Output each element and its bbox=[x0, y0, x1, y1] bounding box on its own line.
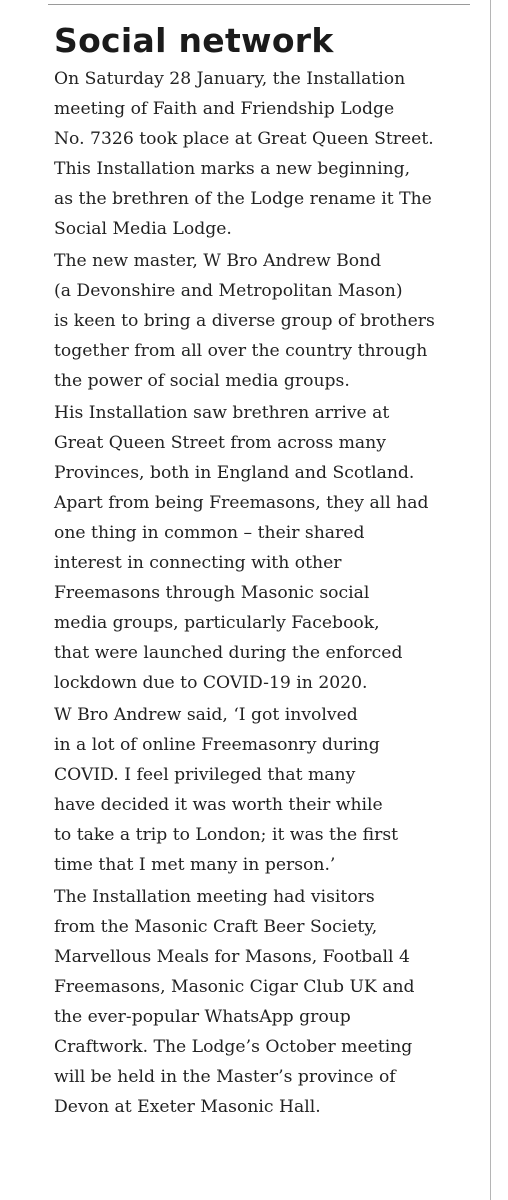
article bbox=[54, 18, 476, 1124]
article-paragraph-5: The Installation meeting had visitors from the Masonic Craft Beer Society, Marvellous Meals for Masons, Football 4 Freemasons, Masonic Cigar Club UK and the ever-popular WhatsApp group Craftwork. The Lodge’s October meeting will be held in the Master’s province of Devon at Exeter Masonic Hall. bbox=[54, 887, 415, 1117]
article-paragraph-3: His Installation saw brethren arrive at Great Queen Street from across many Provinces, both in England and Scotland. Apart from being Freemasons, they all had one thing in common – their shared interest in connecting with other Freemasons through Masonic social media groups, particularly Facebook, that were launched during the enforced lockdown due to COVID-19 in 2020. bbox=[54, 403, 429, 693]
article-paragraph-4: W Bro Andrew said, ‘I got involved in a lot of online Freemasonry during COVID. I feel privileged that many have decided it was worth their while to take a trip to London; it was the first time that I met many in person.’ bbox=[54, 705, 399, 875]
column-divider bbox=[490, 0, 491, 1200]
article-paragraph-2: The new master, W Bro Andrew Bond (a Devonshire and Metropolitan Mason) is keen to bring a diverse group of brothers together from all over the country through the power of social media groups. bbox=[54, 251, 435, 391]
top-divider bbox=[48, 4, 470, 5]
article-paragraph-1: On Saturday 28 January, the Installation meeting of Faith and Friendship Lodge No. 7326 took place at Great Queen Street. This Installation marks a new beginning, as the brethren of the Lodge rename it The Social Media Lodge. bbox=[54, 69, 434, 239]
article-headline: Social network bbox=[54, 21, 334, 60]
